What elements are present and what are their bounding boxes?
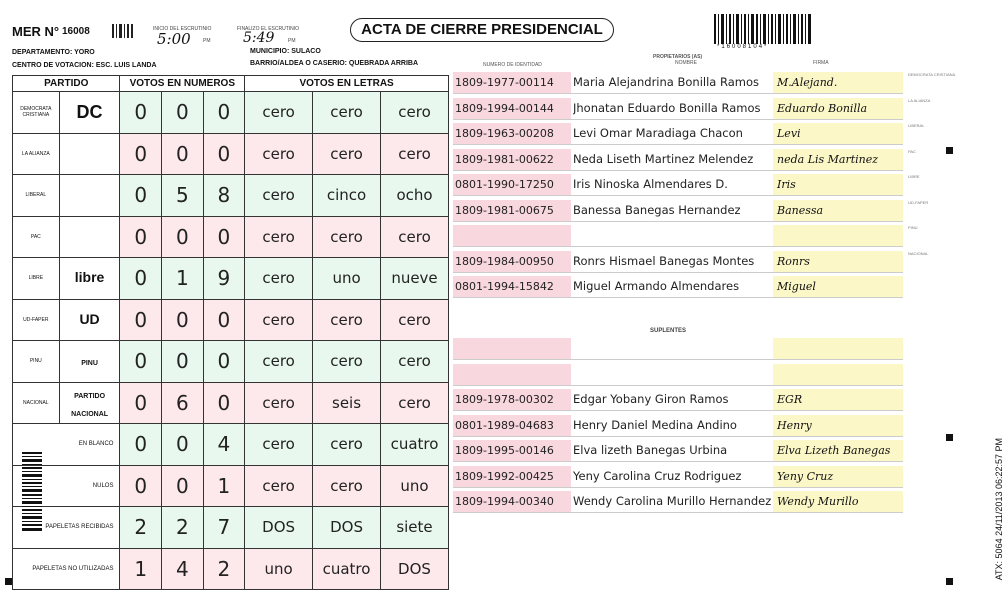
party-logo-text: UD [79,310,100,327]
party-name: NACIONAL [13,382,60,424]
vote-digit[interactable]: 4 [162,548,204,590]
vote-digit[interactable]: 0 [162,133,204,175]
vote-word[interactable]: cero [245,258,313,300]
signatory-row [453,148,916,171]
party-row [13,341,449,383]
vote-digit[interactable]: 0 [203,341,245,383]
registration-mark [5,578,12,585]
party-tag: LA ALIANZA [908,97,931,103]
party-row [13,175,449,217]
vote-word[interactable]: cero [381,133,449,175]
vote-word[interactable]: cero [313,216,381,258]
vote-digit[interactable]: 7 [203,507,245,549]
vote-word[interactable]: cero [381,341,449,383]
municipio: MUNICIPIO: SULACO [250,48,321,55]
party-logo [59,216,120,258]
signatory-row [453,415,903,437]
party-row [13,216,449,258]
signature[interactable] [773,338,903,359]
vote-digit[interactable]: 0 [162,92,204,134]
party-logo-text: PINU [81,360,98,368]
signatory-row [453,338,903,360]
signature[interactable]: Iris [773,174,903,195]
party-name: LIBRE [13,258,60,300]
signature[interactable] [773,225,903,246]
votes-table [12,75,449,590]
vote-word[interactable]: cero [313,424,381,466]
signatory-name[interactable]: Miguel Armando Almendares [573,279,740,293]
final-value: 5:49 [243,30,275,46]
vote-digit[interactable]: 0 [203,133,245,175]
id-number[interactable]: 0801-1989-04683 [453,415,571,436]
vote-digit[interactable]: 0 [203,216,245,258]
row-label: EN BLANCO [13,424,120,466]
party-row [13,507,449,549]
id-number[interactable]: 0801-1994-15842 [453,276,571,297]
firma-label: FIRMA [813,60,829,66]
signature[interactable]: Miguel [773,276,903,297]
signatory-name[interactable]: Elva lizeth Banegas Urbina [573,443,728,457]
vote-word[interactable]: cinco [313,175,381,217]
party-name: PINU [13,341,60,383]
party-tag: LIBERAL [908,123,925,128]
signatory-name[interactable]: Yeny Carolina Cruz Rodriguez [573,468,742,483]
header-partido: PARTIDO [13,76,120,92]
vote-digit[interactable]: 0 [120,216,162,258]
signatory-row [453,225,918,247]
vote-word[interactable]: seis [313,382,381,424]
id-number[interactable]: 1809-1994-00340 [453,491,571,512]
signatory-row [453,123,925,145]
signatory-row [453,389,903,411]
signatory-name[interactable]: Wendy Carolina Murillo Hernandez [573,494,771,508]
id-number[interactable] [453,364,571,385]
party-logo [59,382,120,424]
signature[interactable]: Levi [773,123,903,144]
party-row [13,92,449,134]
vote-digit[interactable]: 0 [162,216,204,258]
vote-word[interactable]: cero [313,92,381,134]
vote-word[interactable]: cero [381,216,449,258]
party-logo-text: libre [74,269,105,286]
party-logo [59,92,120,134]
signatory-name[interactable]: Jhonatan Eduardo Bonilla Ramos [573,100,761,115]
vote-digit[interactable]: 1 [203,465,245,507]
party-row [13,133,449,175]
header-letras: VOTOS EN LETRAS [245,76,449,92]
vote-word[interactable]: cero [313,465,381,507]
id-number[interactable]: 1809-1963-00208 [453,123,571,144]
vote-word[interactable]: cero [245,216,313,258]
vote-digit[interactable]: 2 [162,507,204,549]
vote-word[interactable]: cero [313,133,381,175]
party-logo-text: PARTIDO NACIONAL [71,392,109,418]
party-name: PAC [13,216,60,258]
vote-word[interactable]: cero [313,299,381,341]
signature[interactable]: Yeny Cruz [773,466,903,487]
party-tag: UD-FAPER [908,199,929,205]
party-row [13,258,449,300]
vote-digit[interactable]: 0 [120,299,162,341]
vote-digit[interactable]: 2 [120,507,162,549]
vote-digit[interactable]: 0 [120,92,162,134]
vote-digit[interactable]: 0 [120,175,162,217]
vote-word[interactable]: cuatro [313,548,381,590]
party-tag: LIBRE [908,174,920,179]
vote-digit[interactable]: 9 [203,258,245,300]
signatory-name[interactable]: Banessa Banegas Hernandez [573,202,741,217]
id-number[interactable]: 1809-1992-00425 [453,466,571,487]
row-label: PAPELETAS RECIBIDAS [13,507,120,549]
signatory-name[interactable]: Levi Omar Maradiaga Chacon [573,126,743,140]
vote-word[interactable]: uno [245,548,313,590]
departamento: DEPARTAMENTO: YORO [12,49,95,56]
inicio-value: 5:00 [157,30,191,48]
id-number[interactable] [453,225,571,246]
vote-word[interactable]: cero [381,299,449,341]
party-row [13,548,449,590]
id-number[interactable] [453,338,571,359]
signature[interactable]: M.Alejand. [773,72,903,93]
vote-digit[interactable]: 0 [203,299,245,341]
id-number[interactable]: 1809-1995-00146 [453,440,571,461]
signature[interactable]: Banessa [773,200,903,221]
pm-label: PM [203,38,211,44]
vote-word[interactable]: uno [381,465,449,507]
party-logo [59,299,120,341]
id-number[interactable]: 1809-1994-00144 [453,98,571,119]
signatory-name[interactable]: Edgar Yobany Giron Ramos [573,392,729,406]
vote-digit[interactable]: 0 [120,258,162,300]
inicio-label: INICIO DEL ESCRUTINIO [153,26,212,32]
row-label: PAPELETAS NO UTILIZADAS [13,548,120,590]
scan-stamp: ATX: 5064 24/11/2013 06:22:57 PM [994,438,1004,581]
vote-digit[interactable]: 0 [162,341,204,383]
signatory-row [453,491,903,513]
signature[interactable]: Henry [773,415,903,436]
id-number[interactable]: 1809-1977-00114 [453,72,571,93]
side-barcode-icon [22,452,42,532]
vote-digit[interactable]: 0 [120,382,162,424]
party-name: DEMOCRATA CRISTIANA [13,92,60,134]
signatory-row [453,174,920,196]
id-number[interactable]: 1809-1981-00622 [453,149,571,170]
nombre-label: NOMBRE [675,60,697,66]
party-row [13,465,449,507]
vote-word[interactable]: siete [381,507,449,549]
signature[interactable]: Eduardo Bonilla [773,98,903,119]
vote-digit[interactable]: 4 [203,424,245,466]
barrio: BARRIO/ALDEA O CASERIO: QUEBRADA ARRIBA [250,60,418,67]
vote-word[interactable]: nueve [381,258,449,300]
vote-digit[interactable]: 0 [120,133,162,175]
vote-digit[interactable]: 6 [162,382,204,424]
vote-digit[interactable]: 0 [162,299,204,341]
signatory-row [453,72,956,94]
vote-word[interactable]: DOS [313,507,381,549]
signatory-row [453,364,903,386]
row-label: NULOS [13,465,120,507]
party-tag: DEMOCRATA CRISTIANA [908,72,956,77]
vote-digit[interactable]: 1 [120,548,162,590]
registration-mark [946,147,953,154]
signature[interactable]: EGR [773,389,903,410]
vote-word[interactable]: cero [245,299,313,341]
signature[interactable]: Ronrs [773,251,903,272]
vote-word[interactable]: cero [245,341,313,383]
vote-word[interactable]: cero [313,341,381,383]
header-numeros: VOTOS EN NUMEROS [120,76,245,92]
vote-digit[interactable]: 2 [203,548,245,590]
vote-word[interactable]: cero [245,465,313,507]
vote-digit[interactable]: 0 [203,92,245,134]
signatory-row [453,276,903,298]
mer-label: MER N° [12,24,60,39]
party-row [13,299,449,341]
suplentes-label: SUPLENTES [650,328,687,334]
party-tag: NACIONAL [908,250,929,256]
vote-word[interactable]: cero [245,382,313,424]
party-logo [59,175,120,217]
signature[interactable] [773,364,903,385]
vote-digit[interactable]: 0 [162,465,204,507]
party-logo [59,341,120,383]
party-name: LA ALIANZA [13,133,60,175]
page-title: ACTA DE CIERRE PRESIDENCIAL [350,18,614,42]
mer-number: 16008 [62,26,90,37]
id-number[interactable]: 1809-1978-00302 [453,389,571,410]
signatory-row [453,97,931,120]
vote-word[interactable]: cero [245,92,313,134]
signatory-row [453,440,903,462]
signatory-name[interactable]: Ronrs Hismael Banegas Montes [573,253,755,268]
barcode-number: *16008104* [717,44,769,50]
id-number[interactable]: 1809-1984-00950 [453,251,571,272]
vote-word[interactable]: cero [381,92,449,134]
party-row [13,382,449,424]
party-row [13,424,449,466]
vote-digit[interactable]: 0 [120,424,162,466]
final-label: FINALIZO EL ESCRUTINIO [237,26,300,32]
barcode-icon [714,14,812,44]
propietarios-label: PROPIETARIOS (AS) [653,54,703,60]
pm-label: PM [288,38,296,44]
identidad-label: NUMERO DE IDENTIDAD [483,62,542,68]
vote-word[interactable]: cero [245,175,313,217]
vote-word[interactable]: cero [381,382,449,424]
id-number[interactable]: 1809-1981-00675 [453,200,571,221]
signatory-row [453,466,903,488]
small-barcode-icon [112,24,134,38]
signatory-name[interactable]: Iris Ninoska Almendares D. [573,177,728,191]
signatory-name[interactable]: Neda Liseth Martinez Melendez [573,151,754,166]
vote-digit[interactable]: 0 [120,465,162,507]
vote-word[interactable]: cero [245,424,313,466]
party-tag: PINU [908,225,918,230]
vote-digit[interactable]: 8 [203,175,245,217]
signatory-name[interactable]: Henry Daniel Medina Andino [573,417,737,432]
party-tag: PAC [908,148,916,154]
vote-word[interactable]: ocho [381,175,449,217]
signatory-row [453,250,929,273]
id-number[interactable]: 0801-1990-17250 [453,174,571,195]
party-name: UD-FAPER [13,299,60,341]
signature[interactable]: Wendy Murillo [773,491,903,512]
party-logo [59,133,120,175]
signatory-row [453,199,929,222]
signature[interactable]: neda Lis Martinez [773,149,903,170]
vote-word[interactable]: DOS [381,548,449,590]
signatory-name[interactable]: Maria Alejandrina Bonilla Ramos [573,75,759,89]
vote-digit[interactable]: 1 [162,258,204,300]
registration-mark [946,434,953,441]
registration-mark [946,578,953,585]
signature[interactable]: Elva Lizeth Banegas [773,440,903,461]
vote-word[interactable]: DOS [245,507,313,549]
vote-word[interactable]: cero [245,133,313,175]
vote-digit[interactable]: 5 [162,175,204,217]
vote-digit[interactable]: 0 [203,382,245,424]
party-logo [59,258,120,300]
party-logo-text: DC [76,101,103,122]
centro-votacion: CENTRO DE VOTACION: ESC. LUIS LANDA [12,62,157,69]
vote-digit[interactable]: 0 [120,341,162,383]
vote-digit[interactable]: 0 [162,424,204,466]
party-name: LIBERAL [13,175,60,217]
vote-word[interactable]: uno [313,258,381,300]
vote-word[interactable]: cuatro [381,424,449,466]
